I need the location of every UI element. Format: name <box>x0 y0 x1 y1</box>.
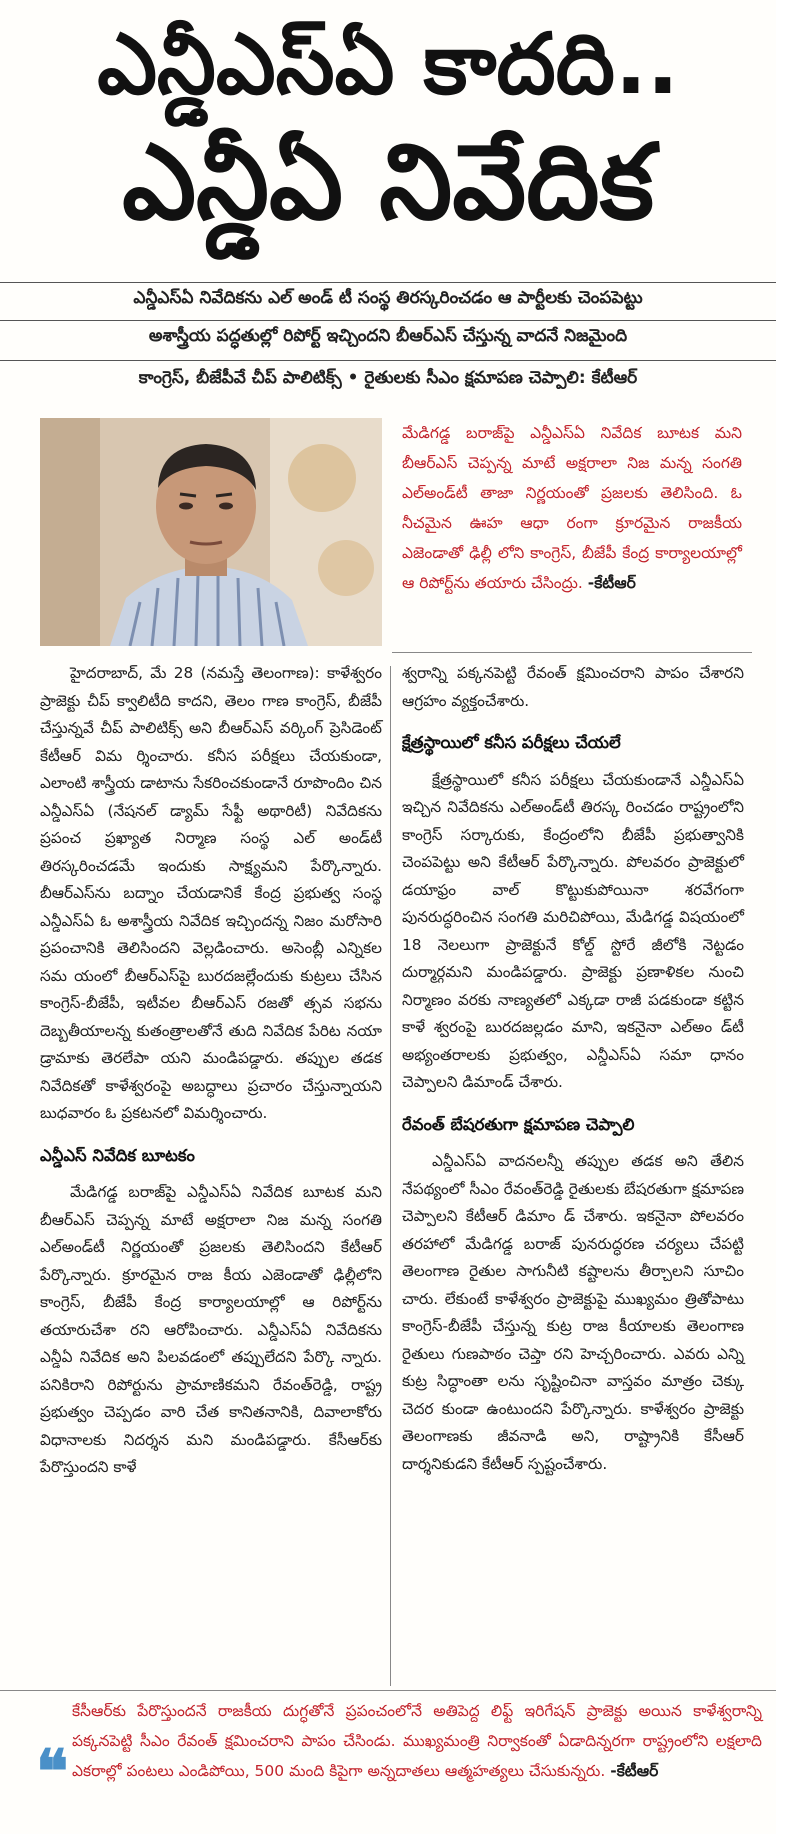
portrait-illustration <box>40 418 382 646</box>
right-subheading-2: రేవంత్ బేషరతుగా క్షమాపణ చెప్పాలి <box>402 1114 635 1134</box>
pull-quote <box>72 1696 762 1786</box>
subhead-3: కాంగ్రెస్, బీజేపీవే చీప్ పాలిటిక్స్ • రైతులకు సీఎం క్షమాపణ చెప్పాలి: కేటీఆర్ <box>138 368 638 388</box>
headline-line-1: ఎన్డీఎస్‌ఏ కాదది.. <box>97 15 679 113</box>
quote-mark-icon: ❝ <box>36 1737 69 1807</box>
subhead-rule-2 <box>0 360 776 361</box>
article-left-column <box>40 660 382 1482</box>
left-paragraph-2: మేడిగడ్డ బరాజ్‌పై ఎన్డీఎస్‌ఏ నివేదిక బూటక మని బీఆర్ఎస్ చెప్పన్న మాటే అక్షరాలా నిజ మన్న సంగతి ఎల్అండ్‌టీ నిర్ణయంతో ప్రజలకు తెలిసిందని కేటీఆర్ పేర్కొన్నారు. క్రూరమైన రాజ కీయ ఎజెండాతో ఢిల్లీలోని కాంగ్రెస్, బీజేపీ కేంద్ర కార్యాలయాల్లో ఆ రిపోర్ట్‌ను తయారుచేశా రని ఆరోపించారు. ఎన్డీఎస్‌ఏ నివేదికను ఎన్డీఏ నివేదిక అని పిలవడంలో తప్పులేదని పేర్కొ న్నారు. పనికిరాని రిపోర్టును ప్రామాణికమని రేవంత్‌రెడ్డి, రాష్ట్ర ప్రభుత్వం చెప్పడం వారి చేత కానితనానికి, దివాలాకోరు విధానాలకు నిదర్శన మని మండిపడ్డారు. కేసీఆర్‌కు పేరొస్తుందని కాళే <box>40 1183 382 1476</box>
pull-quote-text: కేసీఆర్‌కు పేరొస్తుందనే రాజకీయ దుగ్ధతోనే ప్రపంచంలోనే అతిపెద్ద లిఫ్ట్ ఇరిగేషన్ ప్రాజెక్టు అయిన కాళేశ్వరాన్ని పక్కనపెట్టి సీఎం రేవంత్ క్షమించరాని పాపం చేసిండు. ముఖ్యమంత్రి నిర్వాకంతో ఏడాదిన్నరగా రాష్ట్రంలోని లక్షలాది ఎకరాల్లో పంటలు ఎండిపోయి, 500 మంది కిపైగా అన్నదాతలు ఆత్మహత్యలు చేసుకున్నరు. <box>72 1702 762 1780</box>
subhead-rule-top <box>0 282 776 283</box>
subhead-rule-1 <box>0 320 776 321</box>
right-paragraph-1: శ్వరాన్ని పక్కనపెట్టి రేవంత్ క్షమించరాని పాపం చేశారని ఆగ్రహం వ్యక్తంచేశారు. <box>402 664 744 710</box>
ktr-photo <box>40 418 382 646</box>
left-paragraph-1: హైదరాబాద్, మే 28 (నమస్తే తెలంగాణ): కాళేశ్వరం ప్రాజెక్టు చీప్ క్వాలిటీది కాదని, తెలం గాణ కాంగ్రెస్, బీజేపీ చేస్తున్నవే చీప్ పాలిటిక్స్ అని బీఆర్ఎస్ వర్కింగ్ ప్రెసిడెంట్ కేటీఆర్ విమ ర్శించారు. కనీస పరీక్షలు చేయకుండా, ఎలాంటి శాస్త్రీయ డాటాను సేకరించకుండానే రూపొందిం చిన ఎన్డీఎస్‌ఏ (నేషనల్ డ్యామ్ సేఫ్టీ అథారిటీ) నివేదికను ప్రపంచ ప్రఖ్యాత నిర్మాణ సంస్థ ఎల్ అండ్‌టీ తిరస్కరించడమే ఇందుకు సాక్ష్యమని పేర్కొన్నారు. బీఆర్ఎస్‌ను బద్నాం చేయడానికే కేంద్ర ప్రభుత్వ సంస్థ ఎన్డీఎస్‌ఏ ఓ అశాస్త్రీయ నివేదిక ఇచ్చిందన్న నిజం మరోసారి ప్రపంచానికి తెలిసిందని వెల్లడించారు. అసెంబ్లీ ఎన్నికల సమ యంలో బీఆర్ఎస్‌పై బురదజల్లేందుకు కుట్రలు చేసిన కాంగ్రెస్-బీజేపీ, ఇటీవల బీఆర్ఎస్ రజతో త్సవ సభను దెబ్బతీయాలన్న కుతంత్రాలతోనే తుది నివేదిక పేరిట నయా డ్రామాకు తెరలేపా యని మండిపడ్డారు. తప్పుల తడక నివేదికతో కాళేశ్వరంపై అబద్ధాలు ప్రచారం చేస్తున్నాయని బుధవారం ఓ ప్రకటనలో విమర్శించారు. <box>40 664 382 1122</box>
article-right-column <box>402 660 744 1478</box>
subhead-1: ఎన్డీఎస్‌ఏ నివేదికను ఎల్ అండ్ టీ సంస్థ తిరస్కరించడం ఆ పార్టీలకు చెంపపెట్టు <box>133 288 643 308</box>
subhead-2: అశాస్త్రీయ పద్ధతుల్లో రిపోర్ట్ ఇచ్చిందని బీఆర్ఎస్ చేస్తున్న వాదనే నిజమైంది <box>148 326 628 346</box>
page-margin <box>776 0 800 1834</box>
quote-box-attribution: -కేటీఆర్ <box>587 574 636 592</box>
quote-box <box>402 418 742 598</box>
right-subheading-1: క్షేత్రస్థాయిలో కనీస పరీక్షలు చేయలే <box>402 733 621 752</box>
quote-box-text: మేడిగడ్డ బరాజ్‌పై ఎన్డీఎస్‌ఏ నివేదిక బూటక మని బీఆర్ఎస్ చెప్పన్న మాటే అక్షరాలా నిజ మన్న సంగతి ఎల్అండ్‌టీ తాజా నిర్ణయంతో ప్రజలకు తెలిసింది. ఓ నీచమైన ఊహ ఆధా రంగా క్రూరమైన రాజకీయ ఎజెండాతో ఢిల్లీ లోని కాంగ్రెస్, బీజేపీ కేంద్ర కార్యాలయాల్లో ఆ రిపోర్ట్‌ను తయారు చేసింద్రు. <box>402 424 742 592</box>
right-paragraph-3: ఎన్డీఎస్‌ఏ వాదనలన్నీ తప్పుల తడక అని తేలిన నేపథ్యంలో సీఎం రేవంత్‌రెడ్డి రైతులకు బేషరతుగా క్షమాపణ చెప్పాలని కేటీఆర్ డిమాం డ్ చేశారు. ఇకనైనా పోలవరం తరహాలో మేడిగడ్డ బరాజ్ పునరుద్ధరణ చర్యలు చేపట్టి తెలంగాణ రైతుల సాగునీటి కష్టాలను తీర్చాలని సూచిం చారు. లేకుంటే కాళేశ్వరం ప్రాజెక్టుపై ముఖ్యమం త్రితోపాటు కాంగ్రెస్-బీజేపీ చేస్తున్న కుట్ర రాజ కీయాలకు తెలంగాణ రైతులు గుణపాఠం చెప్తా రని హెచ్చరించారు. ఎవరు ఎన్ని కుట్ర సిద్ధాంతా లను సృష్టించినా వాస్తవం మాత్రం చెక్కు చెదర కుండా ఉంటుందని పేర్కొన్నారు. కాళేశ్వరం ప్రాజెక్టు తెలంగాణకు జీవనాడి అని, రాష్ట్రానికి కేసీఆర్ దార్శనికుడని కేటీఆర్ స్పష్టంచేశారు. <box>402 1152 744 1473</box>
quote-box-rule <box>392 652 752 653</box>
pull-quote-attribution: -కేటీఆర్ <box>610 1762 659 1780</box>
headline-line-2: ఎన్డీఏ నివేదిక <box>122 121 654 243</box>
right-paragraph-2: క్షేత్రస్థాయిలో కనీస పరీక్షలు చేయకుండానే ఎన్డీఎస్‌ఏ ఇచ్చిన నివేదికను ఎల్అండ్‌టీ తిరస్క రించడం రాష్ట్రంలోని కాంగ్రెస్ సర్కారుకు, కేంద్రంలోని బీజేపీ ప్రభుత్వానికి చెంపపెట్టు అని కేటీఆర్ పేర్కొన్నారు. పోలవరం ప్రాజెక్టులో డయాఫ్రం వాల్ కొట్టుకుపోయినా శరవేగంగా పునరుద్ధరించిన సంగతి మరిచిపోయి, మేడిగడ్డ విషయంలో 18 నెలలుగా ప్రాజెక్టునే కోల్డ్ స్టోరే జీలోకి నెట్టడం దుర్మార్గమని మండిపడ్డారు. ప్రాజెక్టు ప్రణాళికల నుంచి నిర్మాణం వరకు నాణ్యతలో ఎక్కడా రాజీ పడకుండా కట్టిన కాళే శ్వరంపై బురదజల్లడం మాని, ఇకనైనా ఎల్అం డ్‌టీ అభ్యంతరాలకు ప్రభుత్వం, ఎన్డీఎస్‌ఏ సమా ధానం చెప్పాలని డిమాండ్ చేశారు. <box>402 770 744 1091</box>
left-subheading-1: ఎన్డీఎస్ నివేదిక బూటకం <box>40 1145 195 1165</box>
pull-quote-rule <box>0 1690 776 1691</box>
column-divider <box>390 666 391 1686</box>
